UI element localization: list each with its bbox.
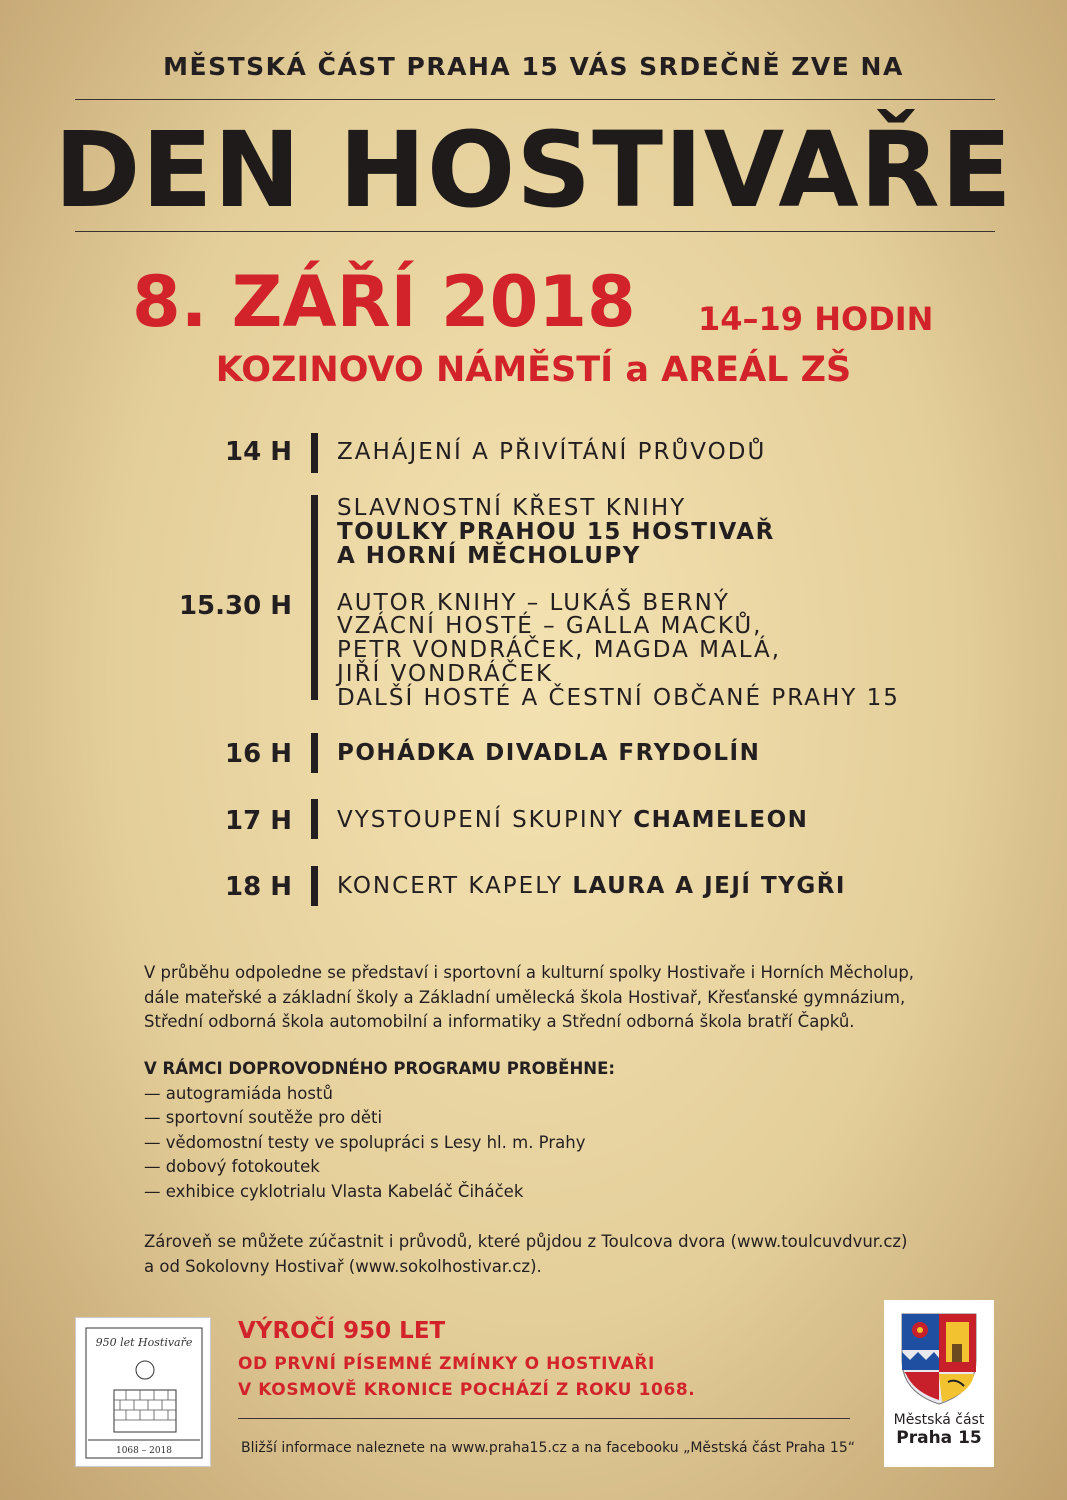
program-item: — dobový fotokoutek — [144, 1157, 320, 1176]
program-item: — exhibice cyklotrialu Vlasta Kabeláč Čiháček — [144, 1181, 524, 1201]
top-rule — [75, 99, 995, 100]
anniversary-title: VÝROČÍ 950 LET — [238, 1318, 446, 1344]
event-date: 8. ZÁŘÍ 2018 — [132, 261, 636, 343]
schedule-bar — [311, 433, 318, 473]
program-item: — autogramiáda hostů — [144, 1083, 333, 1103]
processions-line: a od Sokolovny Hostivař (www.sokolhostivar.cz). — [144, 1256, 542, 1276]
processions-line: Zároveň se můžete zúčastnit i průvodů, které půjdou z Toulcova dvora (www.toulcuvdvur.cz) — [144, 1232, 908, 1251]
anniversary-line: V KOSMOVĚ KRONICE POCHÁZÍ Z ROKU 1068. — [238, 1380, 696, 1400]
schedule-text-1530-line7: JIŘÍ VONDRÁČEK — [337, 661, 554, 687]
coat-of-arms-icon — [884, 1300, 994, 1410]
schedule-time-16: 16 H — [225, 739, 292, 769]
schedule-text-1530-line8: DALŠÍ HOSTÉ A ČESTNÍ OBČANÉ PRAHY 15 — [337, 685, 900, 711]
footer-rule — [238, 1418, 850, 1419]
schedule-text-1530-line4: AUTOR KNIHY – LUKÁŠ BERNÝ — [337, 590, 730, 616]
anniversary-logo-image — [76, 1318, 212, 1468]
schedule-bar — [311, 799, 318, 839]
schedule-bar — [311, 866, 318, 906]
crest-label: Městská část — [893, 1412, 985, 1428]
schedule-text-1530-line3: A HORNÍ MĚCHOLUPY — [337, 543, 641, 569]
anniversary-logo-years: 1068 – 2018 — [115, 1446, 173, 1456]
schedule-time-14: 14 H — [225, 437, 292, 467]
processions-paragraph — [144, 1230, 974, 1279]
program-list — [144, 1057, 974, 1204]
program-heading: V RÁMCI DOPROVODNÉHO PROGRAMU PROBĚHNE: — [144, 1059, 615, 1078]
schedule-time-1530: 15.30 H — [178, 591, 292, 621]
program-item: — vědomostní testy ve spolupráci s Lesy hl. m. Prahy — [144, 1132, 586, 1152]
schedule-time-17: 17 H — [225, 806, 292, 836]
schedule-text-16: POHÁDKA DIVADLA FRYDOLÍN — [337, 740, 761, 766]
event-title: DEN HOSTIVAŘE — [54, 109, 1013, 231]
invite-line: MĚSTSKÁ ČÁST PRAHA 15 VÁS SRDEČNĚ ZVE NA — [163, 52, 904, 81]
schedule-time-18: 18 H — [225, 872, 292, 902]
schedule-bar — [311, 495, 318, 700]
anniversary-logo — [75, 1317, 211, 1467]
schedule-text-1530-line2: TOULKY PRAHOU 15 HOSTIVAŘ — [337, 519, 775, 545]
event-place: KOZINOVO NÁMĚSTÍ a AREÁL ZŠ — [215, 350, 852, 390]
schedule-text-1530-line6: PETR VONDRÁČEK, MAGDA MALÁ, — [337, 637, 782, 663]
info-line: V průběhu odpoledne se představí i sportovní a kulturní spolky Hostivaře i Horních Měcholup, — [144, 963, 915, 982]
info-line: dále mateřské a základní školy a Základní umělecká škola Hostivař, Křesťanské gymnázium, — [144, 987, 906, 1007]
program-item: — sportovní soutěže pro děti — [144, 1108, 383, 1127]
footer-info: Bližší informace naleznete na www.praha15.cz a na facebooku „Městská část Praha 15“ — [241, 1440, 855, 1456]
info-paragraph — [144, 961, 974, 1035]
crest-label-bold: Praha 15 — [896, 1428, 982, 1448]
schedule-bar — [311, 733, 318, 773]
schedule-text-14: ZAHÁJENÍ A PŘIVÍTÁNÍ PRŮVODŮ — [337, 439, 767, 465]
schedule-text-17: VYSTOUPENÍ SKUPINY CHAMELEON — [337, 807, 809, 833]
event-hours: 14–19 HODIN — [698, 300, 934, 338]
district-crest — [884, 1300, 994, 1467]
title-rule — [75, 231, 995, 232]
anniversary-logo-caption: 950 let Hostivaře — [95, 1336, 193, 1349]
schedule-text-1530-line1: SLAVNOSTNÍ KŘEST KNIHY — [337, 495, 687, 521]
anniversary-line: OD PRVNÍ PÍSEMNÉ ZMÍNKY O HOSTIVAŘI — [238, 1354, 655, 1374]
schedule-text-18: KONCERT KAPELY LAURA A JEJÍ TYGŘI — [337, 873, 846, 899]
info-line: Střední odborná škola automobilní a informatiky a Střední odborná škola bratří Čapků. — [144, 1012, 855, 1031]
schedule-text-1530-line5: VZÁCNÍ HOSTÉ – GALLA MACKŮ, — [337, 613, 763, 639]
